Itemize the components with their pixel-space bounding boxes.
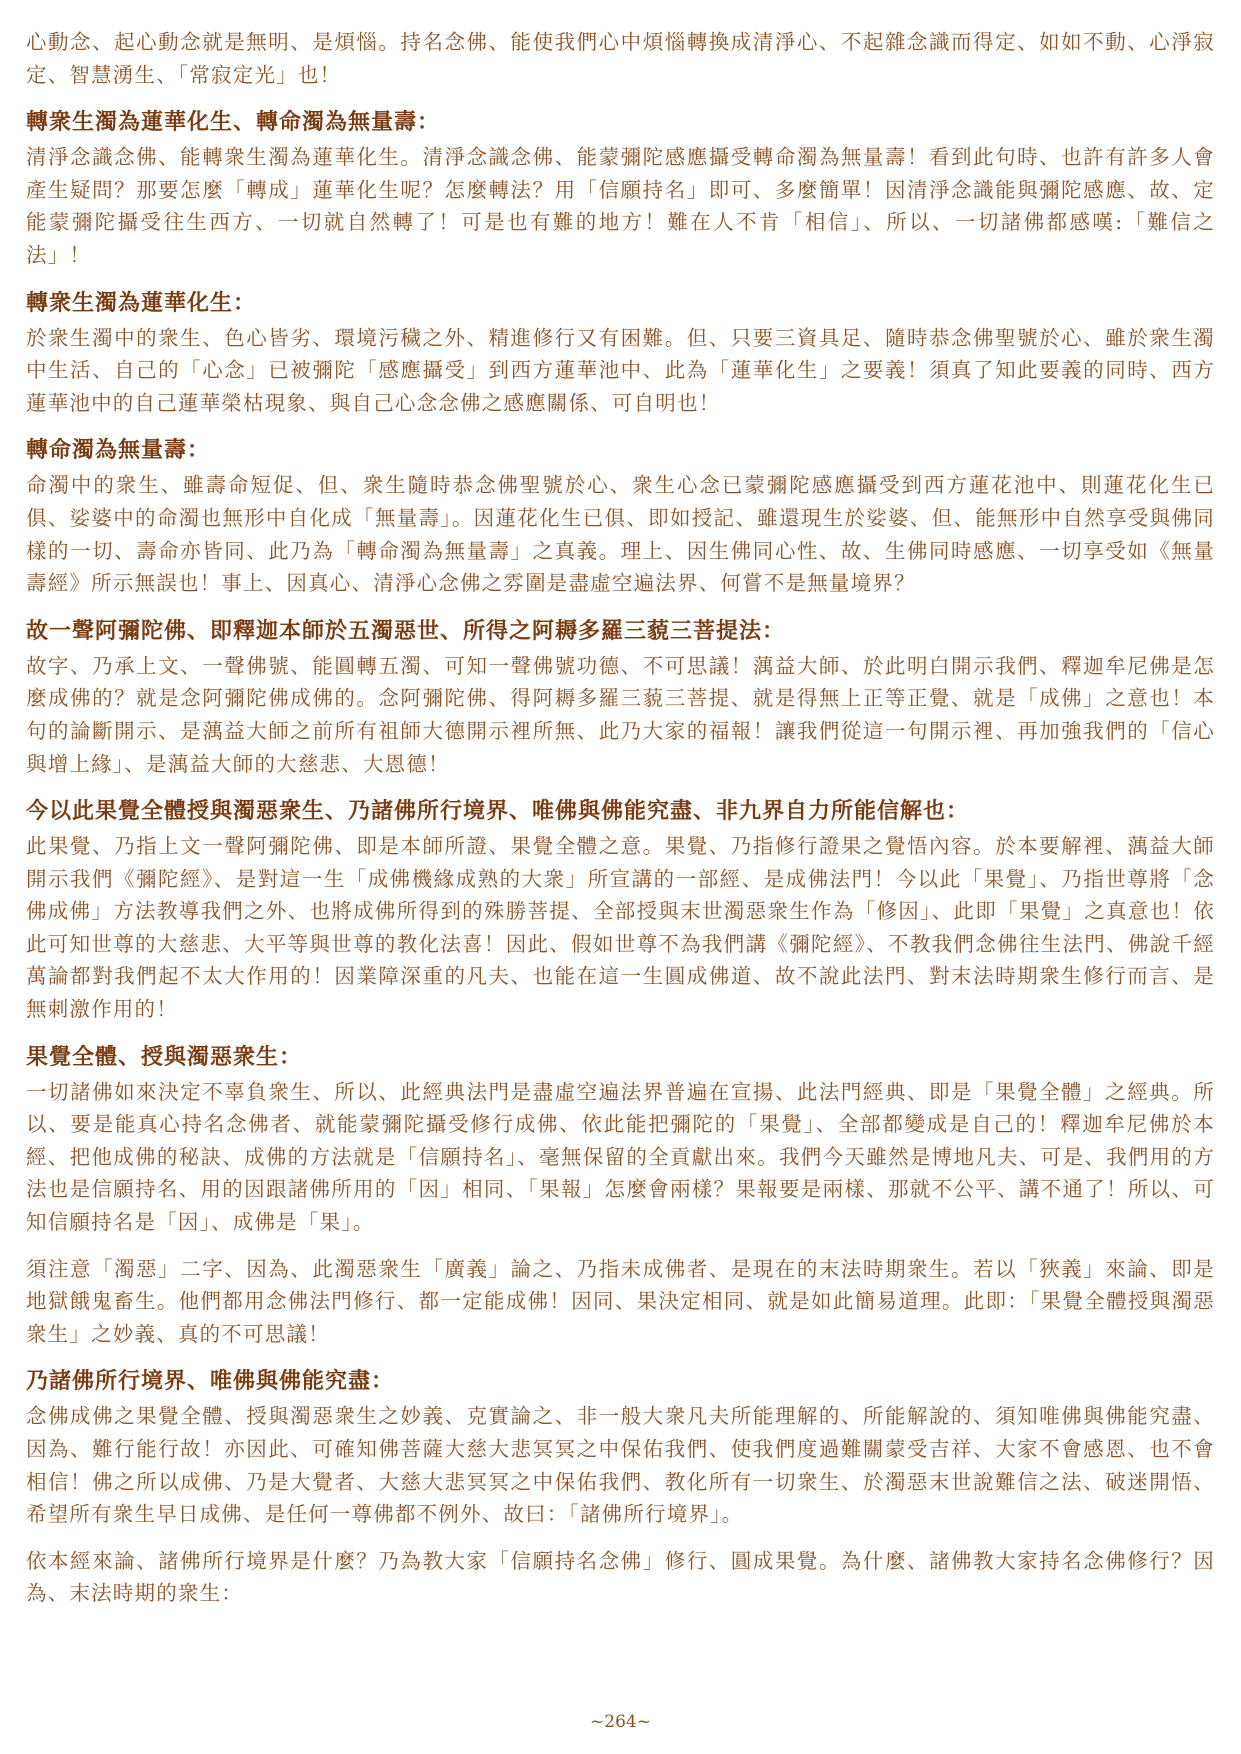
body-paragraph: 故字、乃承上文、一聲佛號、能圓轉五濁、可知一聲佛號功德、不可思議！蕅益大師、於此明白開示我們、釋迦牟尼佛是怎麼成佛的？就是念阿彌陀佛成佛的。念阿彌陀佛、得阿耨多羅三藐三菩提、就是得無上正等正覺、就是「成佛」之意也！本句的論斷開示、是蕅益大師之前所有祖師大德開示裡所無、此乃大家的福報！讓我們從這一句開示裡、再加強我們的「信心與增上緣」、是蕅益大師的大慈悲、大恩德！	[26, 653, 1215, 776]
body-paragraph: 命濁中的衆生、雖壽命短促、但、衆生隨時恭念佛聖號於心、衆生心念已蒙彌陀感應攝受到西方蓮花池中、則蓮花化生已俱、娑婆中的命濁也無形中自化成「無量壽」。因蓮花化生已俱、即如授記、雖還現生於娑婆、但、能無形中自然享受與佛同樣的一切、壽命亦皆同、此乃為「轉命濁為無量壽」之真義。理上、因生佛同心性、故、生佛同時感應、一切享受如《無量壽經》所示無誤也！事上、因真心、清淨心念佛之雰圍是盡虛空遍法界、何嘗不是無量境界？	[26, 473, 1215, 596]
body-paragraph: 依本經來論、諸佛所行境界是什麼？乃為教大家「信願持名念佛」修行、圓成果覺。為什麼、諸佛教大家持名念佛修行？因為、末法時期的衆生：	[26, 1548, 1215, 1606]
section-heading: 果覺全體、授與濁惡衆生：	[26, 1043, 303, 1070]
section-heading: 轉命濁為無量壽：	[26, 437, 211, 464]
section-heading: 今以此果覺全體授與濁惡衆生、乃諸佛所行境界、唯佛與佛能究盡、非九界自力所能信解也：	[26, 798, 970, 825]
body-paragraph: 心動念、起心動念就是無明、是煩惱。持名念佛、能使我們心中煩惱轉換成清淨心、不起雜念識而得定、如如不動、心淨寂定、智慧湧生、「常寂定光」也！	[26, 30, 1215, 87]
body-paragraph: 念佛成佛之果覺全體、授與濁惡衆生之妙義、克實論之、非一般大衆凡夫所能理解的、所能解說的、須知唯佛與佛能究盡、因為、難行能行故！亦因此、可確知佛菩薩大慈大悲冥冥之中保佑我們、使我們度過難關蒙受吉祥、大家不會感恩、也不會相信！佛之所以成佛、乃是大覺者、大慈大悲冥冥之中保佑我們、教化所有一切衆生、於濁惡末世說難信之法、破迷開悟、希望所有衆生早日成佛、是任何一尊佛都不例外、故曰：「諸佛所行境界」。	[26, 1404, 1215, 1527]
page-number: ~264~	[590, 1712, 651, 1732]
section-heading: 轉衆生濁為蓮華化生、轉命濁為無量壽：	[26, 109, 441, 136]
body-paragraph: 須注意「濁惡」二字、因為、此濁惡衆生「廣義」論之、乃指未成佛者、是現在的末法時期衆生。若以「狹義」來論、即是地獄餓鬼畜生。他們都用念佛法門修行、都一定能成佛！因同、果決定相同、就是如此簡易道理。此即：「果覺全體授與濁惡衆生」之妙義、真的不可思議！	[26, 1256, 1215, 1346]
body-paragraph: 此果覺、乃指上文一聲阿彌陀佛、即是本師所證、果覺全體之意。果覺、乃指修行證果之覺悟內容。於本要解裡、蕅益大師開示我們《彌陀經》、是對這一生「成佛機緣成熟的大衆」所宣講的一部經、是成佛法門！今以此「果覺」、乃指世尊將「念佛成佛」方法教導我們之外、也將成佛所得到的殊勝菩提、全部授與末世濁惡衆生作為「修因」、此即「果覺」之真意也！依此可知世尊的大慈悲、大平等與世尊的教化法喜！因此、假如世尊不為我們講《彌陀經》、不教我們念佛往生法門、佛說千經萬論都對我們起不太大作用的！因業障深重的凡夫、也能在這一生圓成佛道、故不說此法門、對末法時期衆生修行而言、是無刺激作用的！	[26, 834, 1215, 1022]
section-heading: 故一聲阿彌陀佛、即釋迦本師於五濁惡世、所得之阿耨多羅三藐三菩提法：	[26, 617, 786, 644]
body-paragraph: 於衆生濁中的衆生、色心皆劣、環境污穢之外、精進修行又有困難。但、只要三資具足、隨時恭念佛聖號於心、雖於衆生濁中生活、自己的「心念」已被彌陀「感應攝受」到西方蓮華池中、此為「蓮華化生」之要義！須真了知此要義的同時、西方蓮華池中的自己蓮華榮枯現象、與自己心念念佛之感應關係、可自明也！	[26, 325, 1215, 415]
section-heading: 乃諸佛所行境界、唯佛與佛能究盡：	[26, 1368, 395, 1395]
body-paragraph: 清淨念識念佛、能轉衆生濁為蓮華化生。清淨念識念佛、能蒙彌陀感應攝受轉命濁為無量壽！看到此句時、也許有許多人會產生疑問？那要怎麼「轉成」蓮華化生呢？怎麼轉法？用「信願持名」即可、多麼簡單！因清淨念識能與彌陀感應、故、定能蒙彌陀攝受往生西方、一切就自然轉了！可是也有難的地方！難在人不肯「相信」、所以、一切諸佛都感嘆:「難信之法」！	[26, 145, 1215, 267]
section-heading: 轉衆生濁為蓮華化生：	[26, 289, 257, 316]
page-content	[26, 26, 1215, 1610]
body-paragraph: 一切諸佛如來決定不辜負衆生、所以、此經典法門是盡虛空遍法界普遍在宣揚、此法門經典、即是「果覺全體」之經典。所以、要是能真心持名念佛者、就能蒙彌陀攝受修行成佛、依此能把彌陀的「果覺」、全部都變成是自己的！釋迦牟尼佛於本經、把他成佛的秘訣、成佛的方法就是「信願持名」、毫無保留的全貢獻出來。我們今天雖然是博地凡夫、可是、我們用的方法也是信願持名、用的因跟諸佛所用的「因」相同、「果報」怎麼會兩樣？果報要是兩樣、那就不公平、講不通了！所以、可知信願持名是「因」、成佛是「果」。	[26, 1079, 1215, 1235]
